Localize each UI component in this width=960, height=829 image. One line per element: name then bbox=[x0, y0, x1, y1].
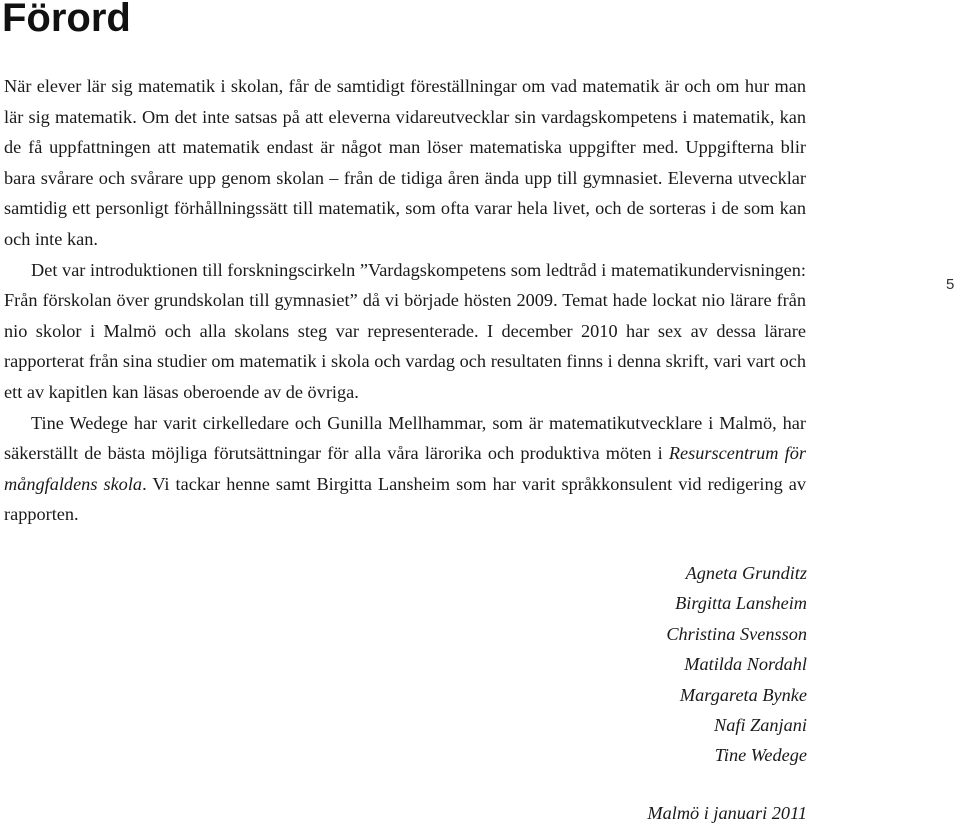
paragraph-3 bbox=[4, 408, 806, 530]
paragraph-2: Det var introduktionen till forskningscirkeln ”Vardagskompetens som ledtråd i matematikundervisningen: Från förskolan över grundskolan till gymnasiet” då vi började hösten 2009. Temat hade lockat nio lärare från nio skolor i Malmö och alla skolans steg var representerade. I december 2010 har sex av dessa lärare rapporterat från sina studier om matematik i skola och vardag och resultaten finns i denna skrift, vari vart och ett av kapitlen kan läsas oberoende av de övriga. bbox=[4, 259, 806, 402]
signatory-name: Agneta Grunditz bbox=[685, 563, 807, 583]
paragraph-1: När elever lär sig matematik i skolan, får de samtidigt föreställningar om vad matematik är och om hur man lär sig matematik. Om det inte satsas på att eleverna vidareutvecklar sin vardagskompetens i matematik, kan de få uppfattningen att matematik endast är något man löser matematiska uppgifter med. Uppgifterna blir bara svårare och svårare upp genom skolan – från de tidiga åren ända upp till gymnasiet. Eleverna utvecklar samtidig ett personligt förhållningssätt till matematik, som ofta varar hela livet, och de sorteras i de som kan och inte kan. bbox=[4, 76, 806, 249]
signature-block bbox=[666, 558, 807, 771]
page-title: Förord bbox=[2, 0, 131, 40]
paragraph-3-text-end: . Vi tackar henne samt Birgitta Lansheim som har varit språkkonsulent vid redigering av rapporten. bbox=[4, 473, 807, 525]
signatory-name: Nafi Zanjani bbox=[714, 715, 807, 736]
page-number: 5 bbox=[946, 276, 955, 293]
signatory-name: Margareta Bynke bbox=[679, 684, 807, 705]
signatory-name: Birgitta Lansheim bbox=[675, 593, 807, 614]
signatory-name: Tine Wedege bbox=[714, 745, 807, 766]
place-and-date: Malmö i januari 2011 bbox=[647, 803, 807, 823]
signatory-name: Matilda Nordahl bbox=[684, 654, 807, 675]
signatory-name: Christina Svensson bbox=[666, 623, 807, 644]
resource-center-name: Resurscentrum för mångfaldens skola bbox=[4, 443, 807, 494]
foreword-body bbox=[4, 71, 806, 530]
paragraph-3-text-start: Tine Wedege har varit cirkelledare och Gunilla Mellhammar, som är matematikutvecklare i Malmö, har säkerställt de bästa möjliga förutsättningar för alla våra lärorika och produktiva möten i bbox=[4, 412, 806, 464]
